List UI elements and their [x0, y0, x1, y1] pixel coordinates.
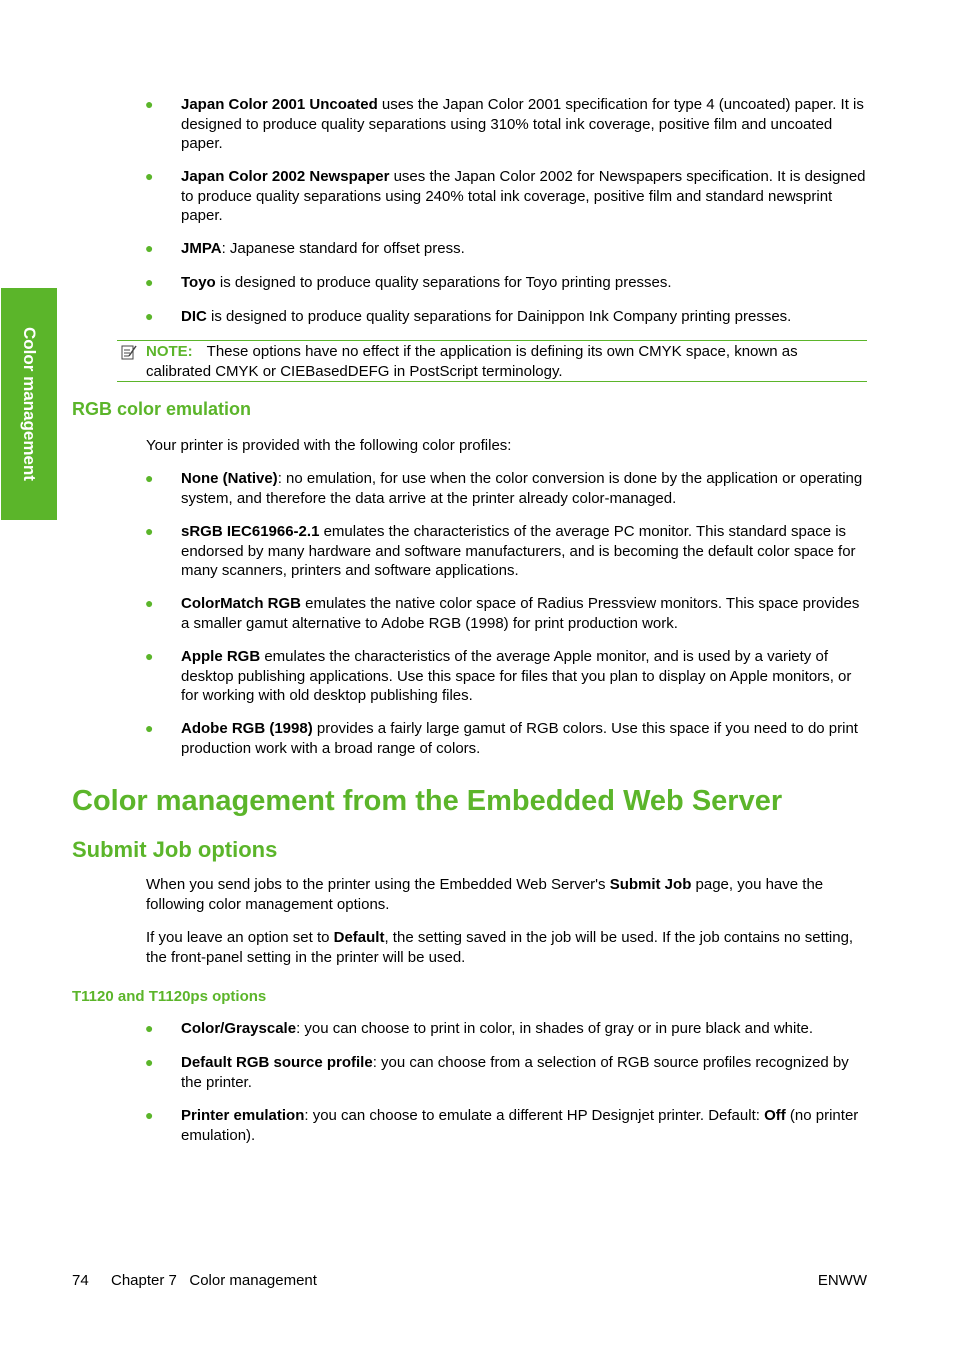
list-item: ● Color/Grayscale: you can choose to print in color, in shades of gray or in pure black and white.	[145, 1020, 814, 1037]
list-item: ● Printer emulation: you can choose to emulate a different HP Designjet printer. Default: Off (no printer emulation).	[145, 1107, 859, 1144]
note-text: NOTE: These options have no effect if the application is defining its own CMYK space, known as calibrated CMYK or CIEBasedDEFG in PostScript terminology.	[146, 343, 798, 380]
side-chapter-tab	[1, 288, 57, 520]
list-item: ● Toyo is designed to produce quality separations for Toyo printing presses.	[145, 274, 672, 291]
page-title: Color management from the Embedded Web Server	[72, 785, 783, 817]
list-item: ● JMPA: Japanese standard for offset press.	[145, 240, 465, 257]
bullet-icon: ●	[145, 308, 154, 324]
subsection-heading: T1120 and T1120ps options	[72, 988, 267, 1005]
footer-chapter: Chapter 7 Color management	[111, 1272, 317, 1289]
note-pencil-icon	[121, 344, 137, 360]
list-item: ● DIC is designed to produce quality separations for Dainippon Ink Company printing presses.	[145, 308, 792, 325]
bullet-icon: ●	[145, 523, 154, 539]
list-item: ● Apple RGB emulates the characteristics of the average Apple monitor, and is used by a variety of desktop publishing applications. Use this space for files that you plan to display on Apple monitors, or for working with old desktop publishing files.	[145, 648, 852, 705]
bullet-icon: ●	[145, 96, 154, 112]
bullet-icon: ●	[145, 274, 154, 290]
note-box	[117, 340, 867, 382]
list-item: ● ColorMatch RGB emulates the native color space of Radius Pressview monitors. This space provides a smaller gamut alternative to Adobe RGB (1998) for print production work.	[145, 595, 860, 632]
section-heading-rgb: RGB color emulation	[72, 399, 252, 419]
bullet-icon: ●	[145, 470, 154, 486]
bullet-icon: ●	[145, 595, 154, 611]
bullet-icon: ●	[145, 720, 154, 736]
side-tab-label: Color management	[20, 327, 39, 481]
submit-paragraph-1: When you send jobs to the printer using the Embedded Web Server's Submit Job page, you have the following color management options.	[146, 876, 824, 913]
footer-right-label: ENWW	[817, 1272, 867, 1289]
bullet-icon: ●	[145, 1054, 154, 1070]
list-item: ● Adobe RGB (1998) provides a fairly large gamut of RGB colors. Use this space if you need to do print production work with a broad range of colors.	[145, 720, 858, 757]
submit-paragraph-2: If you leave an option set to Default, the setting saved in the job will be used. If the job contains no setting, the front-panel setting in the printer will be used.	[146, 929, 854, 966]
bullet-icon: ●	[145, 648, 154, 664]
list-item: ● None (Native): no emulation, for use when the color conversion is done by the application or operating system, and therefore the data arrive at the printer already color-managed.	[145, 470, 863, 507]
bullet-icon: ●	[145, 1107, 154, 1123]
section-heading-submit: Submit Job options	[72, 837, 278, 862]
bullet-icon: ●	[145, 1020, 154, 1036]
list-item: ● Japan Color 2002 Newspaper uses the Japan Color 2002 for Newspapers specification. It is designed to produce quality separations using 240% total ink coverage, positive film and standard newsprint paper.	[145, 168, 866, 225]
footer-page-number: 74	[72, 1272, 89, 1289]
bullet-icon: ●	[145, 168, 154, 184]
note-label: NOTE:	[146, 343, 193, 360]
list-item: ● sRGB IEC61966-2.1 emulates the characteristics of the average PC monitor. This standard space is endorsed by many hardware and software manufacturers, and is becoming the default color space for many scanners, printers and software applications.	[145, 523, 856, 580]
list-item: ● Default RGB source profile: you can choose from a selection of RGB source profiles recognized by the printer.	[145, 1054, 849, 1091]
list-item: ● Japan Color 2001 Uncoated uses the Japan Color 2001 specification for type 4 (uncoated) paper. It is designed to produce quality separations using 310% total ink coverage, positive film and uncoated paper.	[145, 96, 864, 153]
rgb-intro: Your printer is provided with the following color profiles:	[146, 437, 512, 454]
bullet-icon: ●	[145, 240, 154, 256]
